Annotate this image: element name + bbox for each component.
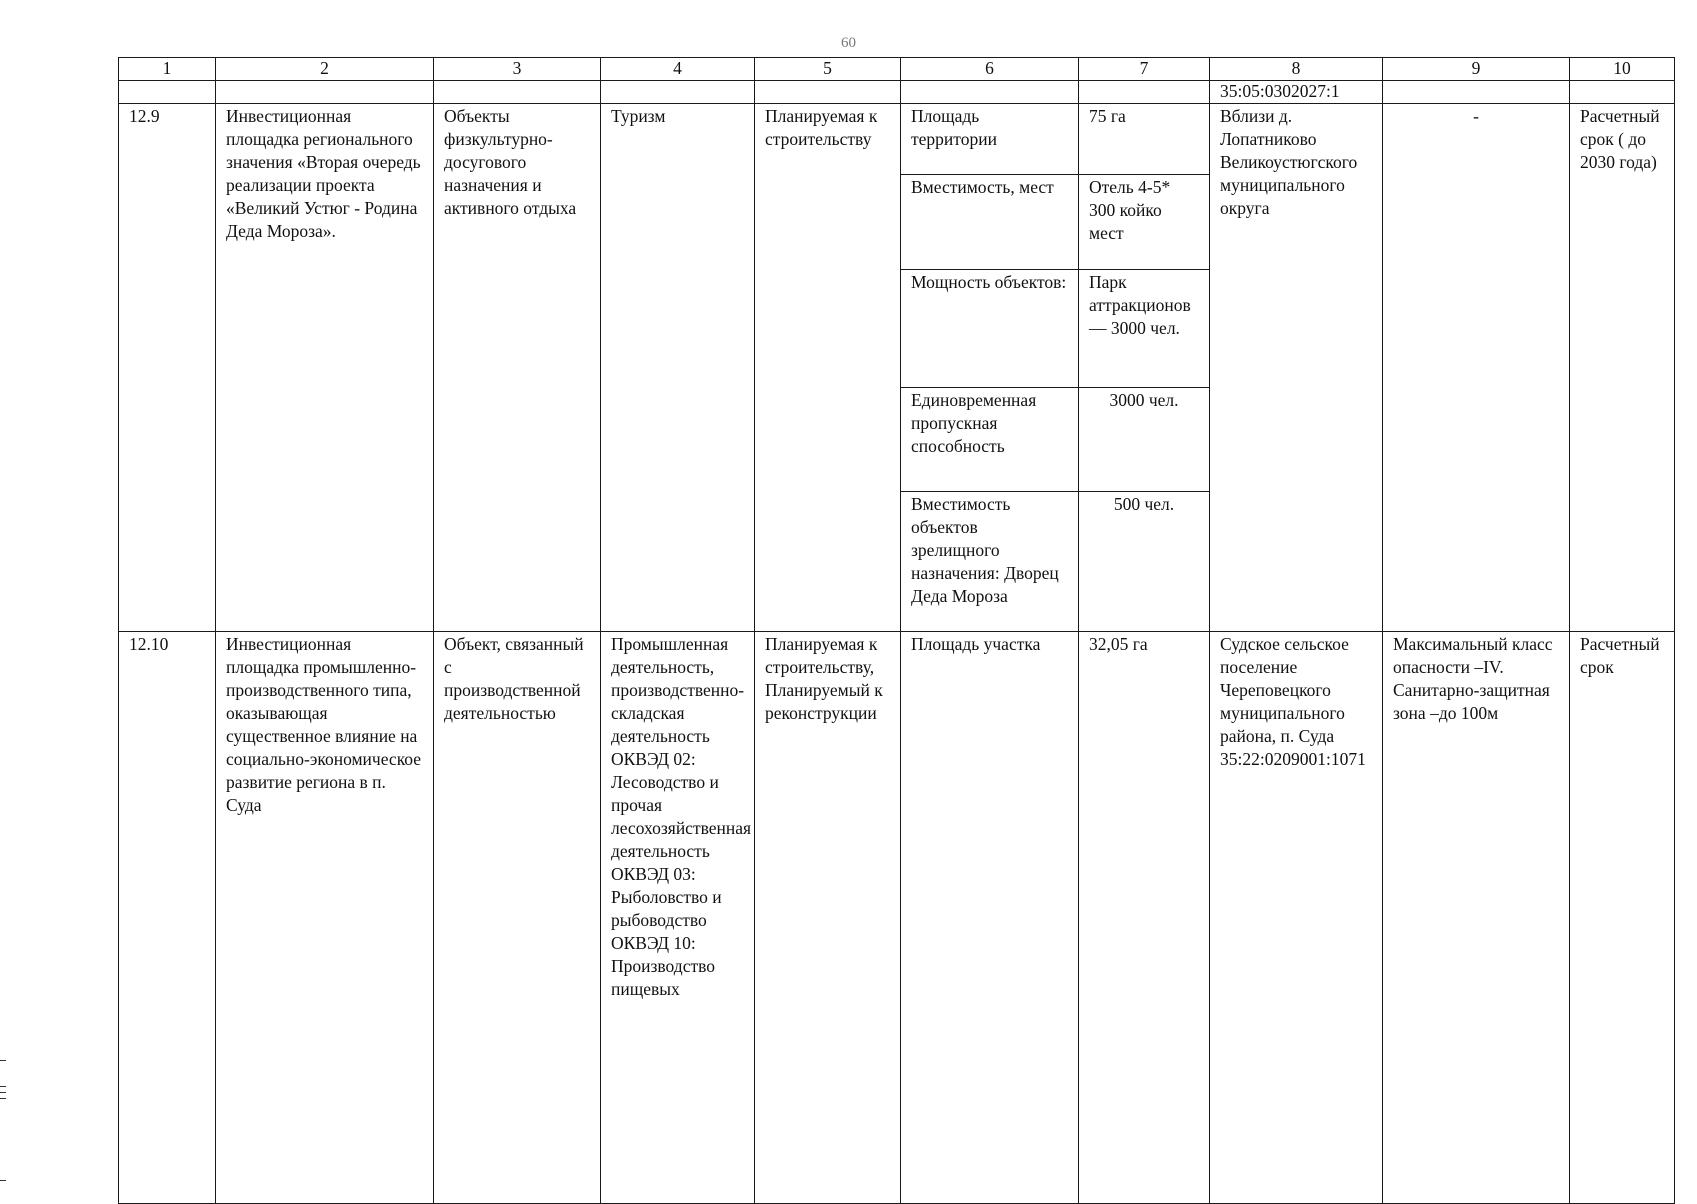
margin-mark bbox=[0, 1086, 6, 1087]
param-name: Мощность объектов: bbox=[901, 270, 1079, 388]
margin-mark bbox=[0, 1092, 6, 1093]
header-row bbox=[119, 58, 1675, 81]
margin-mark bbox=[0, 1098, 6, 1099]
object-location: Судское сельское поселение Череповецкого муниципального района, п. Суда 35:22:0209001:1071 bbox=[1210, 632, 1383, 1204]
table-cell bbox=[1383, 81, 1570, 104]
object-purpose: Промышленная деятельность, производственно-складская деятельность ОКВЭД 02: Лесоводство и прочая лесохозяйственная деятельность ОКВЭД 03: Рыболовство и рыбоводство ОКВЭД 10: Производство пищевых bbox=[601, 632, 755, 1204]
param-name: Площадь территории bbox=[901, 104, 1079, 175]
param-value: Отель 4-5* 300 койко мест bbox=[1079, 175, 1210, 270]
header-cell: 1 bbox=[119, 58, 216, 81]
row-number: 12.10 bbox=[119, 632, 216, 1204]
header-cell: 3 bbox=[434, 58, 601, 81]
cadastral-number-cell: 35:05:0302027:1 bbox=[1210, 81, 1383, 104]
param-value: 500 чел. bbox=[1079, 492, 1210, 632]
table-cell bbox=[119, 81, 216, 104]
param-value: 3000 чел. bbox=[1079, 388, 1210, 492]
table-cell bbox=[755, 81, 901, 104]
table-cell bbox=[1079, 81, 1210, 104]
implementation-term: Расчетный срок ( до 2030 года) bbox=[1570, 104, 1675, 632]
object-name: Инвестиционная площадка промышленно-производственного типа, оказывающая существенное влияние на социально-экономическое развитие региона в п. Суда bbox=[216, 632, 434, 1204]
param-name: Площадь участка bbox=[901, 632, 1079, 1204]
object-type: Объект, связанный с производственной деятельностью bbox=[434, 632, 601, 1204]
param-value: Парк аттракционов — 3000 чел. bbox=[1079, 270, 1210, 388]
table-cell bbox=[601, 81, 755, 104]
header-cell: 6 bbox=[901, 58, 1079, 81]
header-cell: 9 bbox=[1383, 58, 1570, 81]
projects-table bbox=[118, 57, 1675, 1204]
table-cell bbox=[1570, 81, 1675, 104]
table-cell bbox=[901, 81, 1079, 104]
table-cell bbox=[216, 81, 434, 104]
object-status: Планируемая к строительству bbox=[755, 104, 901, 632]
continuation-row bbox=[119, 81, 1675, 104]
table-row bbox=[119, 104, 1675, 175]
param-name: Единовременная пропускная способность bbox=[901, 388, 1079, 492]
table-cell bbox=[434, 81, 601, 104]
param-value: 32,05 га bbox=[1079, 632, 1210, 1204]
table-row bbox=[119, 632, 1675, 1204]
param-name: Вместимость объектов зрелищного назначения: Дворец Деда Мороза bbox=[901, 492, 1079, 632]
object-name: Инвестиционная площадка регионального значения «Вторая очередь реализации проекта «Великий Устюг - Родина Деда Мороза». bbox=[216, 104, 434, 632]
page-number: 60 bbox=[841, 35, 856, 51]
zone-info: - bbox=[1383, 104, 1570, 632]
param-value: 75 га bbox=[1079, 104, 1210, 175]
header-cell: 10 bbox=[1570, 58, 1675, 81]
header-cell: 7 bbox=[1079, 58, 1210, 81]
row-number: 12.9 bbox=[119, 104, 216, 632]
object-location: Вблизи д. Лопатниково Великоустюгского муниципального округа bbox=[1210, 104, 1383, 632]
zone-info: Максимальный класс опасности –IV. Санитарно-защитная зона –до 100м bbox=[1383, 632, 1570, 1204]
object-status: Планируемая к строительству, Планируемый к реконструкции bbox=[755, 632, 901, 1204]
header-cell: 5 bbox=[755, 58, 901, 81]
margin-mark bbox=[0, 1180, 6, 1181]
margin-mark bbox=[0, 1060, 6, 1061]
header-cell: 8 bbox=[1210, 58, 1383, 81]
object-purpose: Туризм bbox=[601, 104, 755, 632]
header-cell: 4 bbox=[601, 58, 755, 81]
implementation-term: Расчетный срок bbox=[1570, 632, 1675, 1204]
object-type: Объекты физкультурно-досугового назначения и активного отдыха bbox=[434, 104, 601, 632]
param-name: Вместимость, мест bbox=[901, 175, 1079, 270]
header-cell: 2 bbox=[216, 58, 434, 81]
